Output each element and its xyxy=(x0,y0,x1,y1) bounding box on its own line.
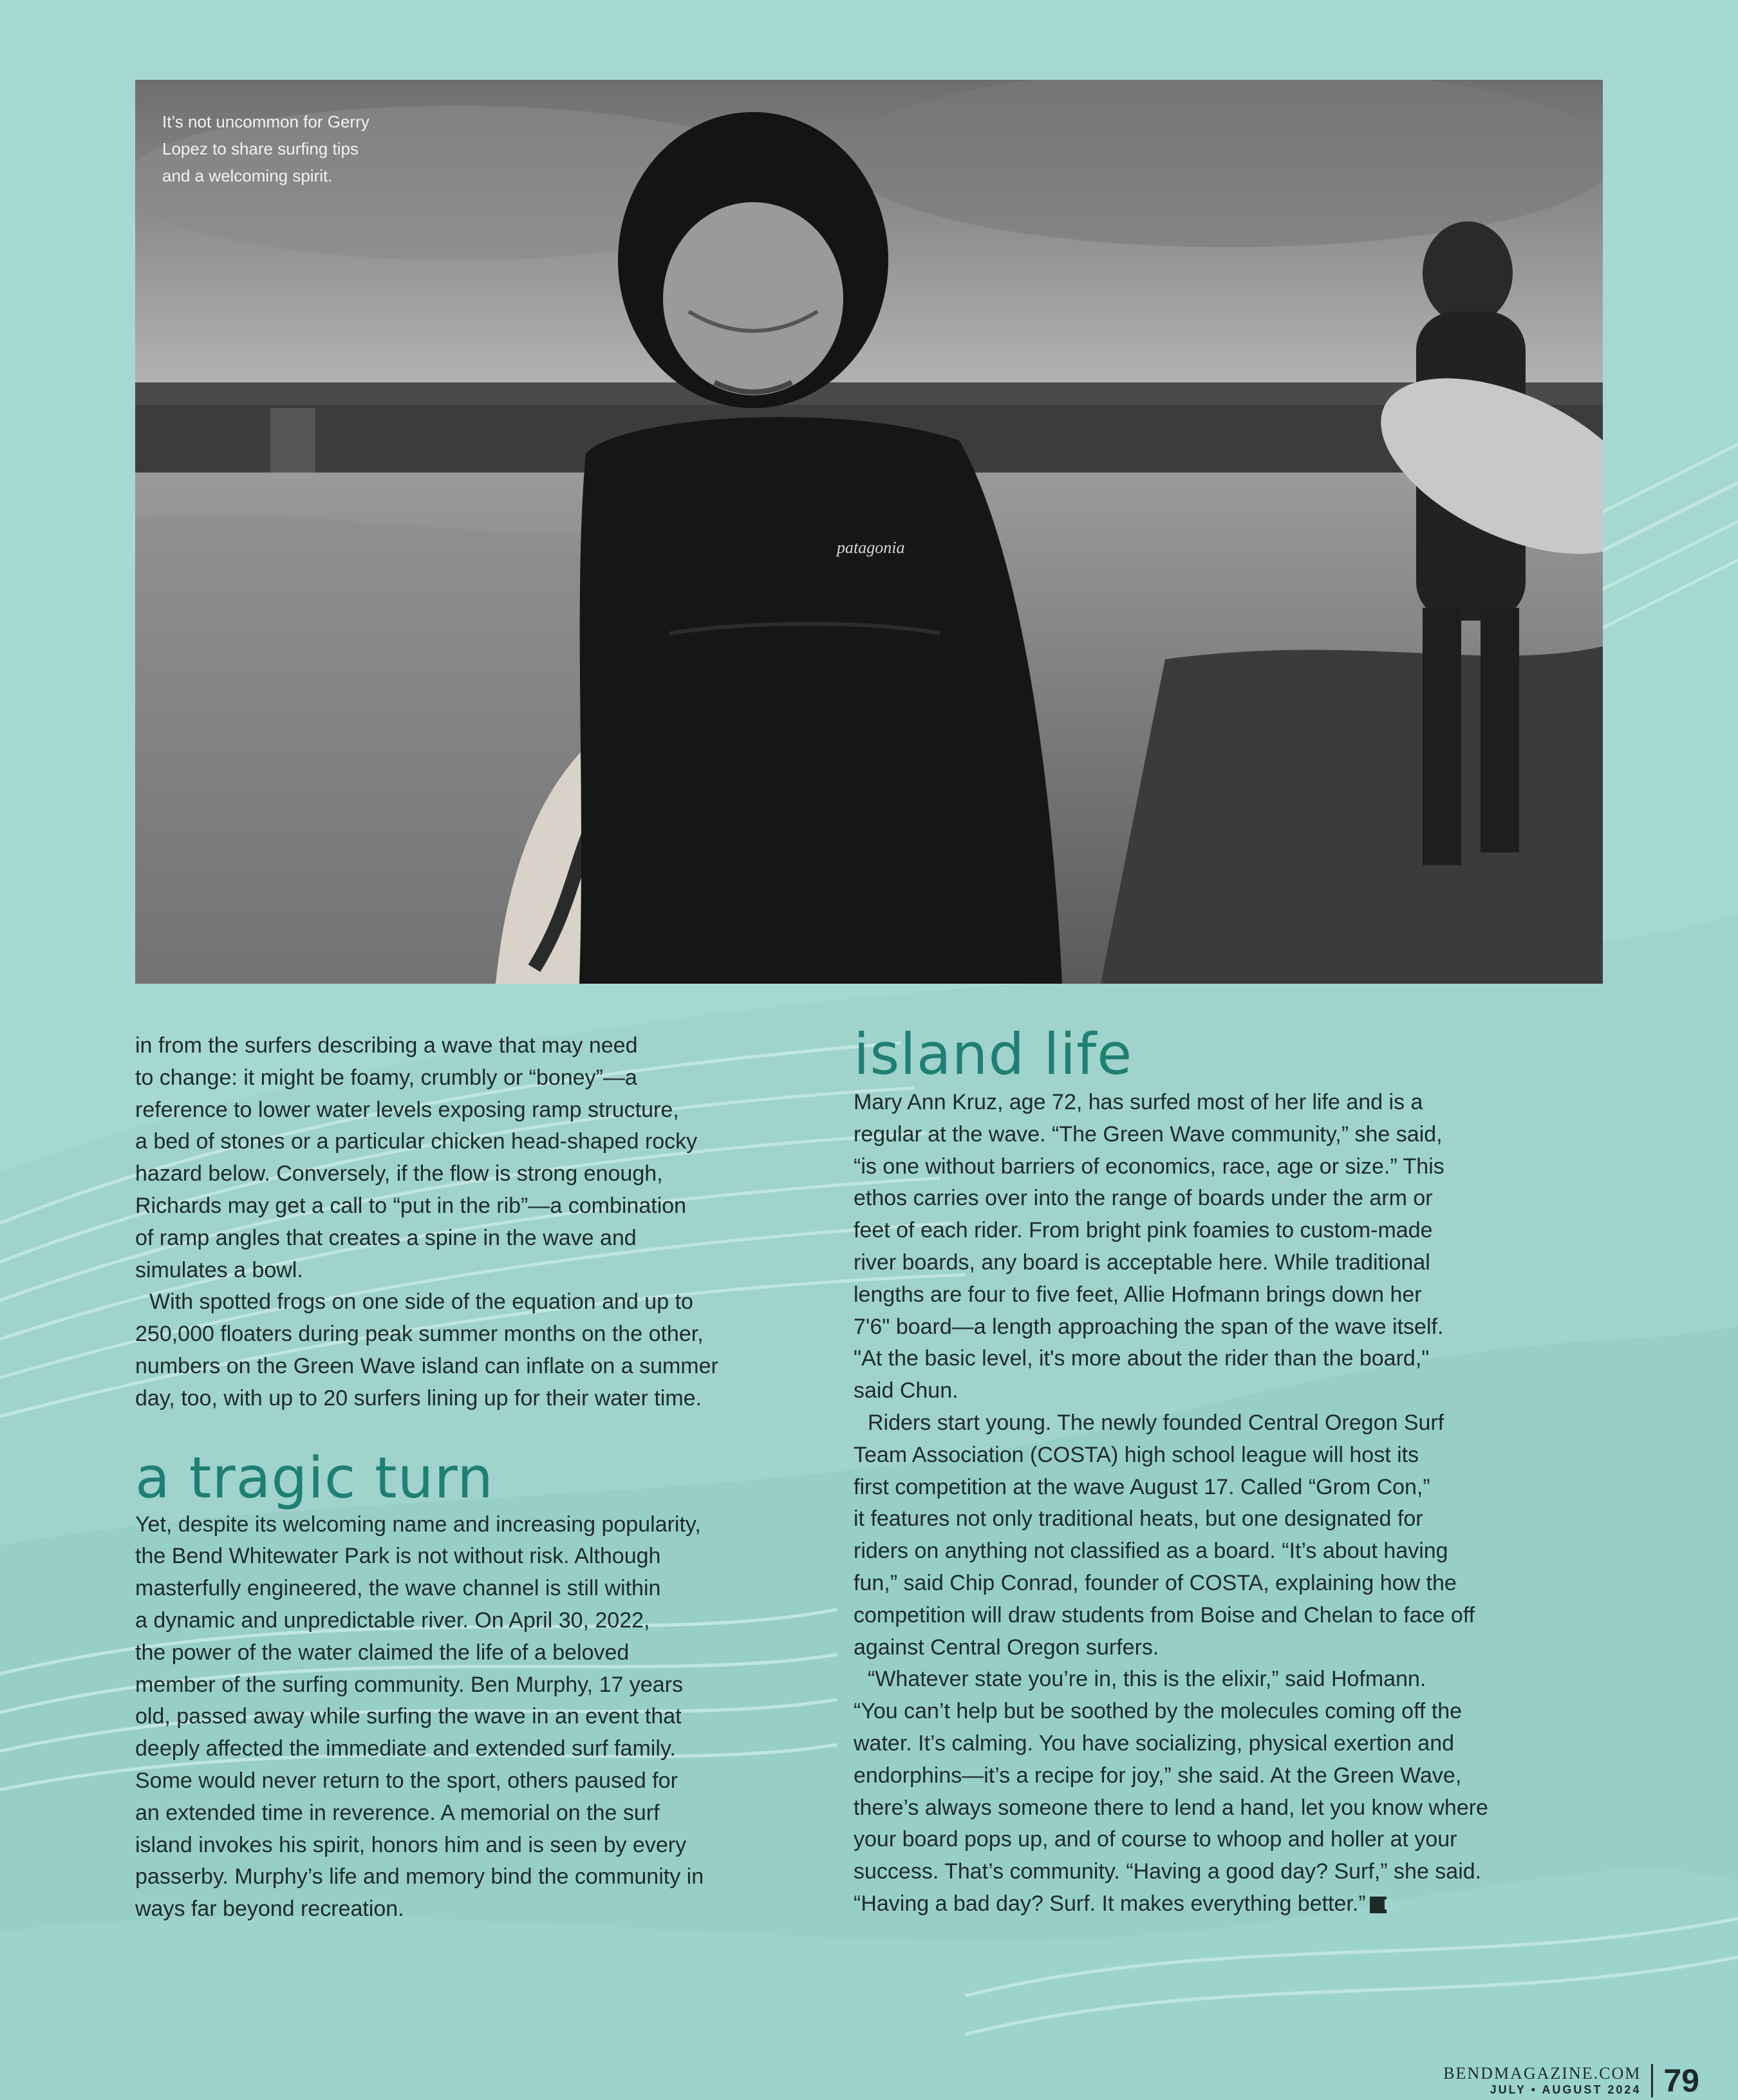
page-number: 79 xyxy=(1663,2063,1699,2099)
left-paragraph-3: Yet, despite its welcoming name and increasing popularity, the Bend Whitewater Park is not without risk. Although masterfully engineered, the wave channel is still within a dynamic and unpredictable river. On April 30, 2022, the power of the water claimed the life of a beloved member of the surfing community. Ben Murphy, 17 years old, passed away while surfing the wave in an event that deeply affected the immediate and extended surf family. Some would never return to the sport, others paused for an extended time in reverence. A memorial on the surf island invokes his spirit, honors him and is seen by every passerby. Murphy’s life and memory bind the community in ways far beyond recreation. xyxy=(135,1512,704,1922)
heading-a-tragic-turn: a tragic turn xyxy=(135,1444,494,1511)
right-column xyxy=(854,1021,1603,1920)
page-folio xyxy=(1443,2064,1699,2097)
right-paragraph-3 xyxy=(854,1664,1603,1920)
heading-island-life: island life xyxy=(854,1021,1133,1087)
right-paragraph-1: Mary Ann Kruz, age 72, has surfed most of her life and is a regular at the wave. “The Green Wave community,” she said, “is one without barriers of economics, race, age or size.” This ethos carries over into the range of boards under the arm or feet of each rider. From bright pink foamies to custom-made river boards, any board is acceptable here. While traditional lengths are four to five feet, Allie Hofmann brings down her 7'6" board—a length approaching the span of the wave itself. "At the basic level, it's more about the rider than the board," said Chun. xyxy=(854,1090,1444,1403)
end-mark-icon: B xyxy=(1370,1897,1387,1913)
photo-caption: It’s not uncommon for Gerry Lopez to share surfing tips and a welcoming spirit. xyxy=(162,112,369,185)
left-paragraph-1: in from the surfers describing a wave that may need to change: it might be foamy, crumbly or “boney”—a reference to lower water levels exposing ramp structure, a bed of stones or a particular chicken head-shaped rocky hazard below. Conversely, if the flow is strong enough, Richards may get a call to “put in the rib”—a combination of ramp angles that creates a spine in the wave and simulates a bowl. xyxy=(135,1033,698,1282)
right-paragraph-2: Riders start young. The newly founded Central Oregon Surf Team Association (COSTA) high school league will host its first competition at the wave August 17. Called “Grom Con,” it features not only traditional heats, but one designated for riders on anything not classified as a board. “It’s about having fun,” said Chip Conrad, founder of COSTA, explaining how the competition will draw students from Boise and Chelan to face off against Central Oregon surfers. xyxy=(854,1410,1475,1660)
left-paragraph-2: With spotted frogs on one side of the equation and up to 250,000 floaters during peak summer months on the other, numbers on the Green Wave island can inflate on a summer day, too, with up to 20 surfers lining up for their water time. xyxy=(135,1289,718,1411)
left-column xyxy=(135,1030,818,1926)
folio-divider xyxy=(1651,2064,1653,2097)
feature-photo xyxy=(135,80,1603,984)
wetsuit-logo: patagonia xyxy=(837,538,905,557)
right-paragraph-3-text: “Whatever state you’re in, this is the elixir,” said Hofmann. “You can’t help but be soothed by the molecules coming off the water. It’s calming. You have socializing, physical exertion and endorphins—it’s a recipe for joy,” she said. At the Green Wave, there’s always someone there to lend a hand, let you know where your board pops up, and of course to whoop and holler at your success. That’s community. “Having a good day? Surf,” she said. “Having a bad day? Surf. It makes everything better.” xyxy=(854,1667,1488,1916)
folio-site-info xyxy=(1443,2065,1641,2097)
surfer-photo-illustration xyxy=(135,80,1603,984)
folio-site-url: BENDMAGAZINE.COM xyxy=(1443,2064,1641,2083)
folio-issue-date: JULY • AUGUST 2024 xyxy=(1490,2083,1641,2096)
